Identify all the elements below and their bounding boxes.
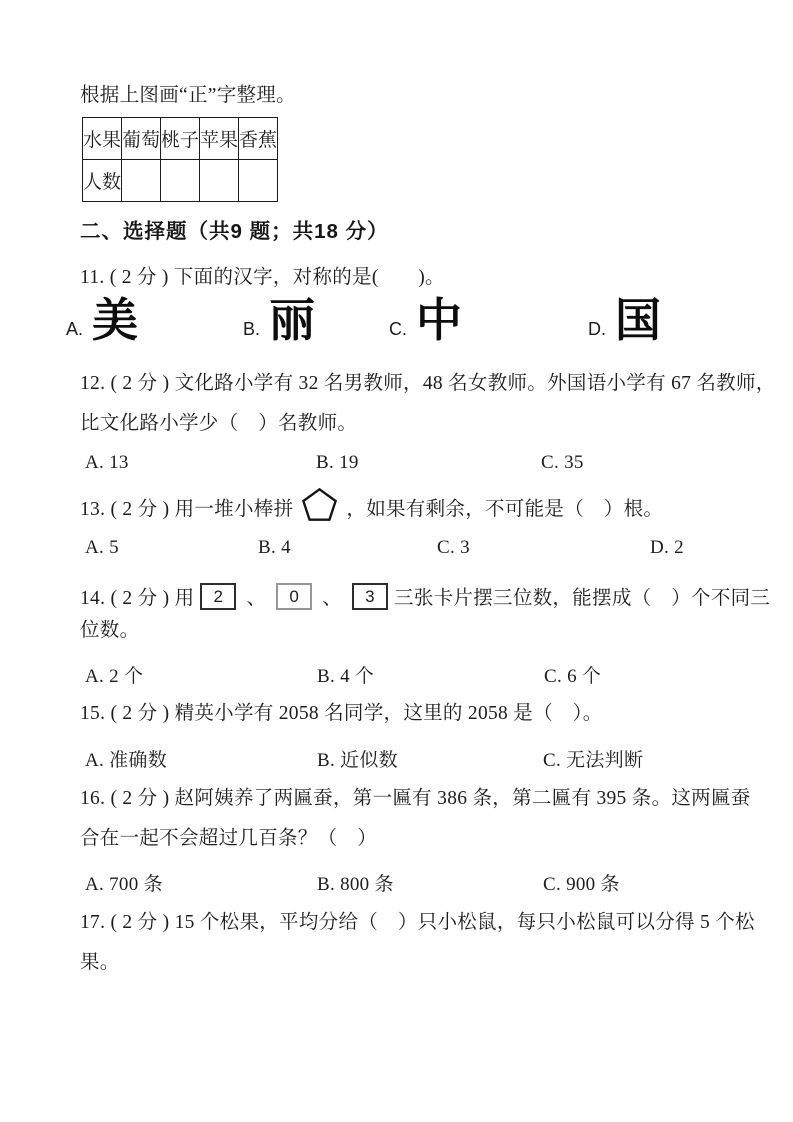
q15-option-a: A. 准确数 xyxy=(85,750,168,771)
table-header-peach: 桃子 xyxy=(161,118,200,160)
q15-option-b: B. 近似数 xyxy=(317,750,398,771)
q13-option-a: A. 5 xyxy=(85,537,119,558)
q14-text-after: 三张卡片摆三位数，能摆成（ ）个不同三 xyxy=(394,588,771,609)
option-letter: C. xyxy=(389,319,407,339)
tally-empty-cell xyxy=(161,160,200,202)
tally-empty-cell xyxy=(200,160,239,202)
option-letter: A. xyxy=(66,319,84,339)
option-character: 丽 xyxy=(269,295,316,346)
pentagon-icon xyxy=(301,487,338,528)
section-title: 二、选择题（共9 题；共18 分） xyxy=(80,220,389,243)
q12-option-c: C. 35 xyxy=(541,452,584,473)
q13-option-c: C. 3 xyxy=(437,537,470,558)
option-character: 美 xyxy=(92,295,139,346)
q13-stem xyxy=(80,486,663,528)
card-separator: 、 xyxy=(322,588,343,609)
q14-stem-line2: 位数。 xyxy=(80,620,140,641)
number-card-0: 0 xyxy=(276,583,312,610)
option-letter: B. xyxy=(243,319,261,339)
table-row-label: 人数 xyxy=(83,160,122,202)
tally-empty-cell xyxy=(122,160,161,202)
q16-option-b: B. 800 条 xyxy=(317,874,394,895)
number-card-2: 2 xyxy=(200,583,236,610)
q14-stem-line1 xyxy=(80,576,770,616)
q12-option-a: A. 13 xyxy=(85,452,129,473)
q17-stem-line2: 果。 xyxy=(80,952,120,973)
q14-option-c: C. 6 个 xyxy=(544,666,602,687)
option-character: 国 xyxy=(615,295,661,346)
table-header-apple: 苹果 xyxy=(200,118,239,160)
q16-option-c: C. 900 条 xyxy=(543,874,620,895)
q14-option-b: B. 4 个 xyxy=(317,666,375,687)
q15-option-c: C. 无法判断 xyxy=(543,750,644,771)
q14-option-a: A. 2 个 xyxy=(85,666,144,687)
table-header-grape: 葡萄 xyxy=(122,118,161,160)
card-separator: 、 xyxy=(246,588,267,609)
q16-stem-line2: 合在一起不会超过几百条？（ ） xyxy=(80,828,378,849)
q16-stem-line1: 16. ( 2 分 ) 赵阿姨养了两匾蚕，第一匾有 386 条，第二匾有 395 条。这两匾蚕 xyxy=(80,788,751,809)
q11-option-c xyxy=(389,296,462,346)
option-letter: D. xyxy=(588,319,606,339)
table-count-row xyxy=(83,160,278,202)
number-card-3: 3 xyxy=(352,583,388,610)
table-header-row xyxy=(83,118,278,160)
tally-table xyxy=(82,117,278,202)
q15-stem: 15. ( 2 分 ) 精英小学有 2058 名同学，这里的 2058 是（ ）。 xyxy=(80,703,603,724)
q11-option-b xyxy=(243,296,315,346)
intro-text: 根据上图画“正”字整理。 xyxy=(80,85,296,106)
q16-option-a: A. 700 条 xyxy=(85,874,163,895)
q12-stem-line2: 比文化路小学少（ ）名教师。 xyxy=(80,413,358,434)
q12-stem-line1: 12. ( 2 分 ) 文化路小学有 32 名男教师，48 名女教师。外国语小学有 67 名教师， xyxy=(80,373,776,394)
q17-stem-line1: 17. ( 2 分 ) 15 个松果，平均分给（ ）只小松鼠，每只小松鼠可以分得 5 个松 xyxy=(80,912,755,933)
q13-text-after: ，如果有剩余，不可能是（ ）根。 xyxy=(346,499,664,520)
q11-stem: 11. ( 2 分 ) 下面的汉字，对称的是( )。 xyxy=(80,267,445,288)
option-character: 中 xyxy=(416,295,462,346)
table-header-fruit: 水果 xyxy=(83,118,122,160)
q11-option-d xyxy=(588,296,661,346)
q13-text-before: 13. ( 2 分 ) 用一堆小棒拼 xyxy=(80,499,294,520)
tally-empty-cell xyxy=(239,160,278,202)
table-header-banana: 香蕉 xyxy=(239,118,278,160)
q11-option-a xyxy=(66,296,138,346)
q13-option-b: B. 4 xyxy=(258,537,291,558)
q13-option-d: D. 2 xyxy=(650,537,684,558)
q14-text-before: 14. ( 2 分 ) 用 xyxy=(80,588,195,609)
q12-option-b: B. 19 xyxy=(316,452,359,473)
